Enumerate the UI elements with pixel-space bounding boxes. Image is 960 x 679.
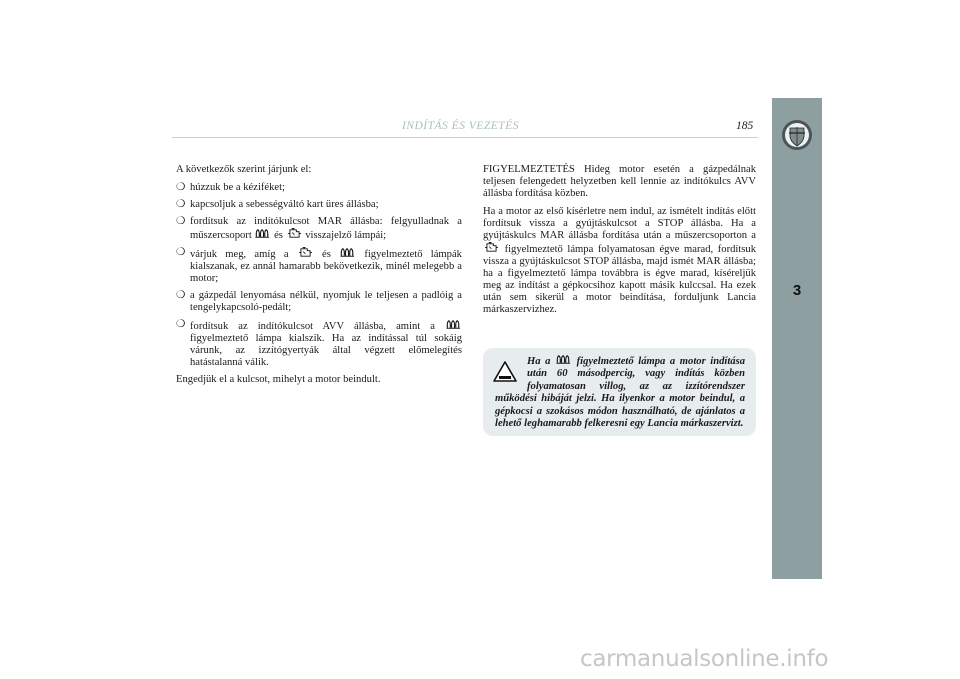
glow-plug-icon [446, 319, 461, 330]
list-item-text: és [274, 230, 283, 241]
list-item-text: visszajelző lámpái; [305, 230, 387, 241]
lancia-shield-icon [780, 118, 814, 152]
restart-paragraph [483, 206, 756, 316]
list-item [176, 199, 462, 211]
list-item [176, 182, 462, 194]
paragraph-text: Ha a motor az első kísérletre nem indul, az ismételt indítás előtt fordítsuk vissza a gyújtáskulcsot a STOP állásba. Ha a gyújtáskulcs MAR állásba fordítása után a műszercsoporton a [483, 206, 756, 241]
list-item-text: figyelmeztető lámpa kialszik. Ha az indítással túl sokáig várunk, az izzítógyertyák által végzett előmelegítés hatástalanná válik. [190, 333, 462, 368]
warning-text [495, 354, 745, 430]
site-watermark: carmanualsonline.info [580, 646, 829, 672]
bullet-mark: ❍ [176, 247, 186, 258]
bullet-mark: ❍ [176, 182, 186, 193]
list-item [176, 290, 462, 314]
warning-text-part: figyelmeztető lámpa a motor indítása után 60 másodpercig, vagy indítás közben folyamatosan villog, az az izzítórendszer működési hibáját jelzi. Ha ilyenkor a motor beindul, a gépkocsi a szokásos módon használható, de ajánlatos a lehető leghamarabb felkeresni egy Lancia márkaszervizt. [495, 356, 746, 430]
list-item [176, 216, 462, 242]
glow-plug-icon [255, 228, 270, 239]
bullet-mark: ❍ [176, 199, 186, 210]
closing-text: Engedjük el a kulcsot, mihelyt a motor beindult. [176, 374, 381, 385]
list-item-text: fordítsuk az indítókulcsot MAR állásba: felgyulladnak a műszercsoport [190, 216, 462, 241]
intro-text: A következők szerint járjunk el: [176, 164, 312, 175]
list-item-text: a gázpedál lenyomása nélkül, nyomjuk le teljesen a padlóig a tengelykapcsoló-pedált; [190, 290, 462, 313]
list-item [176, 247, 462, 285]
warning-box [483, 348, 756, 436]
list-item-text: várjuk meg, amíg a [190, 249, 289, 260]
right-column [483, 164, 756, 322]
header-rule [172, 137, 758, 138]
chapter-title: INDÍTÁS ÉS VEZETÉS [402, 120, 519, 132]
bullet-mark: ❍ [176, 216, 186, 227]
paragraph-text: figyelmeztető lámpa folyamatosan égve marad, fordítsuk vissza a gyújtáskulcsot STOP állásba, majd ismét MAR állásba; ha a figyelmeztető lámpa továbbra is égve marad, kíséreljük meg az indítást a gépkocsihoz kapott másik kulccsal. Ha ezek után sem sikerül a motor beindítása, forduljunk Lancia márkaszervizhez. [483, 244, 756, 315]
list-item [176, 319, 462, 369]
glow-plug-icon [340, 247, 355, 258]
list-item-text: kapcsoljuk a sebességváltó kart üres állásba; [190, 199, 379, 210]
glow-plug-icon [556, 354, 571, 365]
left-column [176, 164, 462, 392]
bullet-mark: ❍ [176, 319, 186, 330]
engine-check-icon [298, 247, 313, 258]
chapter-side-tab [772, 98, 822, 579]
engine-check-icon [287, 228, 302, 239]
chapter-number: 3 [792, 282, 802, 299]
list-item-text: húzzuk be a kéziféket; [190, 182, 285, 193]
list-item-text: figyelmeztető lámpák kialszanak, ez annál hamarabb bekövetkezik, minél melegebb a motor; [190, 249, 462, 284]
engine-check-icon [484, 242, 499, 253]
list-item-text: fordítsuk az indítókulcsot AVV állásba, amint a [190, 321, 435, 332]
warning-text-part: Ha a [527, 356, 551, 367]
list-item-text: és [322, 249, 331, 260]
caution-paragraph: FIGYELMEZTETÉS Hideg motor esetén a gázpedálnak teljesen felengedett helyzetben kell lennie az indítókulcs AVV állásba fordítása közben. [483, 164, 756, 199]
page-number: 185 [736, 120, 754, 132]
bullet-mark: ❍ [176, 290, 186, 301]
